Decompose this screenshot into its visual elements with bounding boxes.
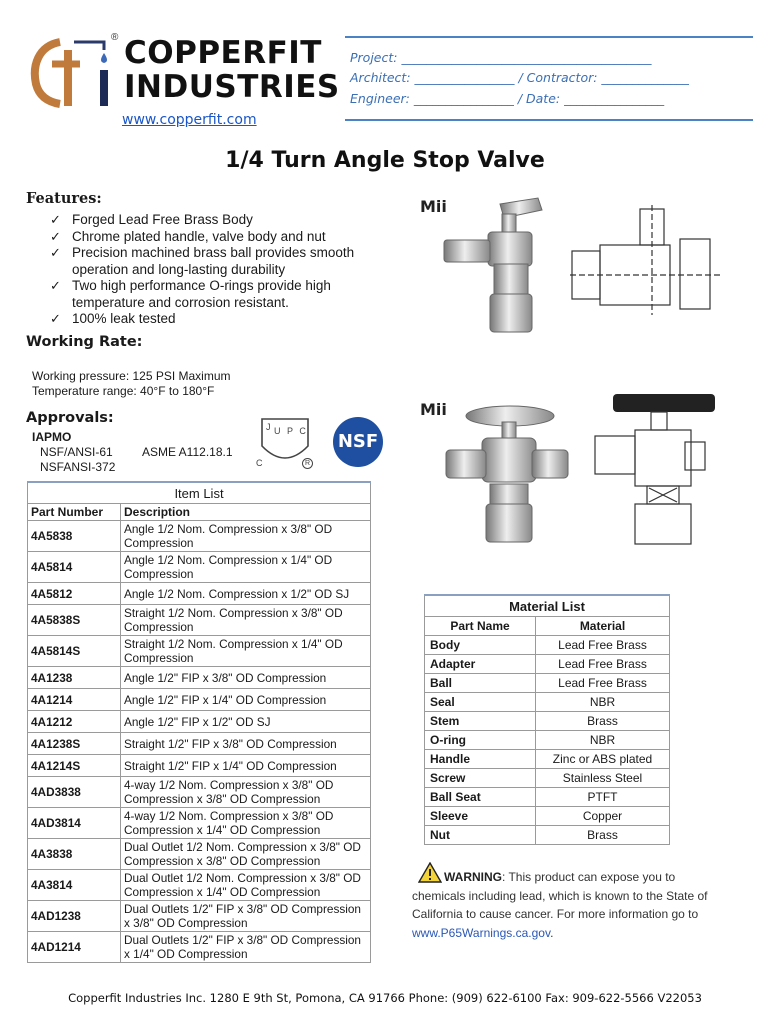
table-row: 4A5838S Straight 1/2 Nom. Compression x 3/8" OD Compression: [28, 605, 371, 636]
table-row: 4A1238S Straight 1/2" FIP x 3/8" OD Compression: [28, 733, 371, 755]
features-heading: Features:: [26, 190, 102, 207]
table-row: 4A1238 Angle 1/2" FIP x 3/8" OD Compression: [28, 667, 371, 689]
header-rule-bottom: [345, 119, 753, 121]
table-row: Stem Brass: [425, 712, 670, 731]
table-row: 4A5812 Angle 1/2 Nom. Compression x 1/2" OD SJ: [28, 583, 371, 605]
col-material: Material: [536, 617, 670, 636]
material-list-table: [424, 594, 670, 845]
table-row: Handle Zinc or ABS plated: [425, 750, 670, 769]
angle-valve-drawing-icon: [570, 205, 720, 315]
dual-outlet-valve-drawing-icon: [585, 390, 725, 550]
checkmark-icon: ✓: [50, 228, 61, 244]
table-row: Body Lead Free Brass: [425, 636, 670, 655]
table-row: Nut Brass: [425, 826, 670, 845]
footer-contact: Copperfit Industries Inc. 1280 E 9th St, Pomona, CA 91766 Phone: (909) 622-6100 Fax: 909-622-5566 V22053: [68, 991, 702, 1005]
table-row: 4AD1214 Dual Outlets 1/2" FIP x 3/8" OD Compression x 1/4" OD Compression: [28, 932, 371, 963]
brand-name-line2: INDUSTRIES: [124, 69, 340, 105]
mii-logo-2: Mii: [420, 400, 447, 419]
feature-item: ✓ Chrome plated handle, valve body and nut: [50, 228, 326, 244]
dual-outlet-valve-photo-icon: [440, 400, 570, 550]
table-row: 4AD3814 4-way 1/2 Nom. Compression x 3/8" OD Compression x 1/4" OD Compression: [28, 808, 371, 839]
working-pressure: Working pressure: 125 PSI Maximum: [32, 369, 231, 383]
checkmark-icon: ✓: [50, 278, 61, 293]
cupc-logo-icon: J U P C C R: [254, 416, 316, 474]
table-row: 4A1214 Angle 1/2" FIP x 1/4" OD Compression: [28, 689, 371, 711]
checkmark-icon: ✓: [50, 311, 61, 326]
working-rate-heading: Working Rate:: [26, 334, 143, 350]
checkmark-icon: ✓: [50, 245, 61, 260]
table-row: 4A1214S Straight 1/2" FIP x 1/4" OD Compression: [28, 755, 371, 777]
table-row: Sleeve Copper: [425, 807, 670, 826]
table-row: 4A3838 Dual Outlet 1/2 Nom. Compression x 3/8" OD Compression x 3/8" OD Compression: [28, 839, 371, 870]
copperfit-logo-icon: [30, 36, 114, 108]
angle-valve-photo-icon: [440, 196, 550, 346]
material-list-caption: Material List: [425, 595, 670, 617]
features-list: [50, 212, 360, 328]
website-link[interactable]: www.copperfit.com: [122, 112, 257, 128]
table-row: 4A5814 Angle 1/2 Nom. Compression x 1/4" OD Compression: [28, 552, 371, 583]
registered-mark: ®: [111, 32, 119, 43]
table-row: 4AD3838 4-way 1/2 Nom. Compression x 3/8" OD Compression x 3/8" OD Compression: [28, 777, 371, 808]
page-title: 1/4 Turn Angle Stop Valve: [225, 148, 545, 173]
feature-item: ✓ Forged Lead Free Brass Body: [50, 212, 253, 227]
iapmo-label: IAPMO: [32, 430, 72, 444]
table-row: Ball Lead Free Brass: [425, 674, 670, 693]
nsf-ansi-372: NSFANSI-372: [40, 460, 116, 474]
table-row: 4A1212 Angle 1/2" FIP x 1/2" OD SJ: [28, 711, 371, 733]
item-list-caption: Item List: [28, 482, 371, 504]
asme-standard: ASME A112.18.1: [142, 445, 233, 459]
table-row: Adapter Lead Free Brass: [425, 655, 670, 674]
temperature-range: Temperature range: 40°F to 180°F: [32, 384, 215, 398]
mii-logo-1: Mii: [420, 197, 447, 216]
feature-item: ✓ 100% leak tested: [50, 311, 176, 326]
prop65-warning: WARNING: This product can expose you to chemicals including lead, which is known to the State of California to cause cancer. For more information go to www.P65Warnings.ca.gov.: [412, 870, 708, 940]
feature-item: ✓ Two high performance O-rings provide high temperature and corrosion resistant.: [50, 278, 331, 310]
brand-name-line1: COPPERFIT: [124, 35, 322, 71]
col-part-number: Part Number: [28, 504, 121, 521]
table-row: 4AD1238 Dual Outlets 1/2" FIP x 3/8" OD Compression x 3/8" OD Compression: [28, 901, 371, 932]
table-row: Seal NBR: [425, 693, 670, 712]
architect-contractor-field: Architect: ________________ / Contractor: ______________: [350, 70, 689, 85]
project-field: Project: ________________________________________: [350, 50, 652, 65]
col-part-name: Part Name: [425, 617, 536, 636]
table-row: Screw Stainless Steel: [425, 769, 670, 788]
table-row: Ball Seat PTFT: [425, 788, 670, 807]
table-row: 4A5838 Angle 1/2 Nom. Compression x 3/8" OD Compression: [28, 521, 371, 552]
p65-link[interactable]: www.P65Warnings.ca.gov: [412, 925, 551, 940]
table-row: 4A3814 Dual Outlet 1/2 Nom. Compression x 3/8" OD Compression x 1/4" OD Compression: [28, 870, 371, 901]
nsf-ansi-61: NSF/ANSI-61: [40, 445, 113, 459]
engineer-date-field: Engineer: ________________ / Date: ________________: [350, 91, 665, 106]
table-row: 4A5814S Straight 1/2 Nom. Compression x 1/4" OD Compression: [28, 636, 371, 667]
warning-label: WARNING: [444, 870, 502, 884]
table-row: O-ring NBR: [425, 731, 670, 750]
header-rule-top: [345, 36, 753, 38]
feature-item: ✓ Precision machined brass ball provides smooth operation and long-lasting durability: [50, 245, 355, 277]
checkmark-icon: ✓: [50, 212, 61, 227]
nsf-logo-icon: NSF: [333, 417, 383, 467]
col-description: Description: [121, 504, 371, 521]
approvals-heading: Approvals:: [26, 410, 114, 426]
item-list-table: [27, 481, 371, 963]
